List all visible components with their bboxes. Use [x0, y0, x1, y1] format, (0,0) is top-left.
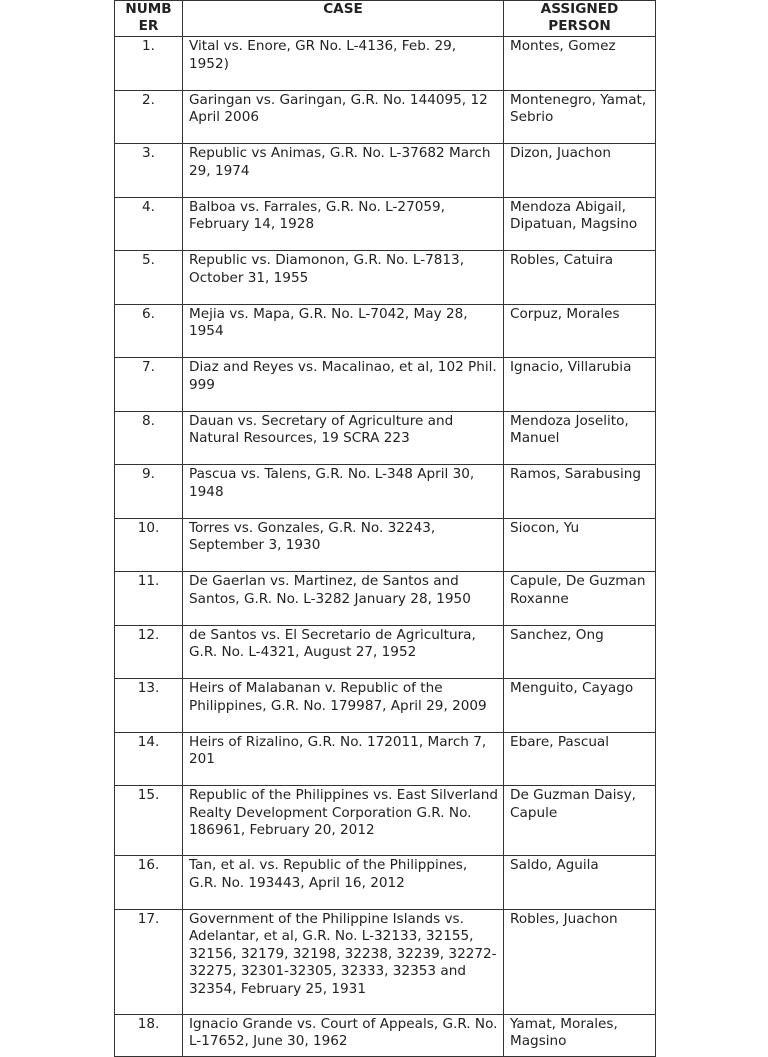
- row-number: 16.: [115, 856, 183, 910]
- table-body: [115, 37, 656, 1057]
- table-row: [115, 1014, 656, 1056]
- table-row: [115, 732, 656, 786]
- table-row: [115, 251, 656, 305]
- row-case: Tan, et al. vs. Republic of the Philippines, G.R. No. 193443, April 16, 2012: [183, 856, 504, 910]
- table-row: [115, 518, 656, 572]
- table-row: [115, 856, 656, 910]
- header-assigned-person: ASSIGNED PERSON: [504, 1, 656, 37]
- table-row: [115, 679, 656, 733]
- row-number: 14.: [115, 732, 183, 786]
- row-number: 2.: [115, 90, 183, 144]
- table-row: [115, 144, 656, 198]
- row-assigned-person: Menguito, Cayago: [504, 679, 656, 733]
- row-case: Republic of the Philippines vs. East Silverland Realty Development Corporation G.R. No. 186961, February 20, 2012: [183, 786, 504, 856]
- table-row: [115, 90, 656, 144]
- row-assigned-person: Dizon, Juachon: [504, 144, 656, 198]
- row-number: 6.: [115, 304, 183, 358]
- row-number: 18.: [115, 1014, 183, 1056]
- row-case: Heirs of Malabanan v. Republic of the Philippines, G.R. No. 179987, April 29, 2009: [183, 679, 504, 733]
- row-case: Diaz and Reyes vs. Macalinao, et al, 102 Phil. 999: [183, 358, 504, 412]
- row-assigned-person: Montes, Gomez: [504, 37, 656, 91]
- row-assigned-person: Ignacio, Villarubia: [504, 358, 656, 412]
- row-case: Dauan vs. Secretary of Agriculture and Natural Resources, 19 SCRA 223: [183, 411, 504, 465]
- row-case: Mejia vs. Mapa, G.R. No. L-7042, May 28, 1954: [183, 304, 504, 358]
- header-case: CASE: [183, 1, 504, 37]
- header-row: [115, 1, 656, 37]
- row-number: 13.: [115, 679, 183, 733]
- row-assigned-person: Robles, Catuira: [504, 251, 656, 305]
- row-case: Torres vs. Gonzales, G.R. No. 32243, September 3, 1930: [183, 518, 504, 572]
- row-case: Ignacio Grande vs. Court of Appeals, G.R. No. L-17652, June 30, 1962: [183, 1014, 504, 1056]
- row-assigned-person: Mendoza Abigail, Dipatuan, Magsino: [504, 197, 656, 251]
- table-row: [115, 304, 656, 358]
- row-case: Balboa vs. Farrales, G.R. No. L-27059, February 14, 1928: [183, 197, 504, 251]
- row-number: 17.: [115, 909, 183, 1014]
- row-number: 9.: [115, 465, 183, 519]
- row-assigned-person: Ramos, Sarabusing: [504, 465, 656, 519]
- row-case: Heirs of Rizalino, G.R. No. 172011, March 7, 201: [183, 732, 504, 786]
- table-row: [115, 786, 656, 856]
- row-number: 4.: [115, 197, 183, 251]
- row-number: 5.: [115, 251, 183, 305]
- table-row: [115, 465, 656, 519]
- table-row: [115, 909, 656, 1014]
- row-number: 3.: [115, 144, 183, 198]
- row-assigned-person: Montenegro, Yamat, Sebrio: [504, 90, 656, 144]
- row-assigned-person: De Guzman Daisy, Capule: [504, 786, 656, 856]
- row-assigned-person: Siocon, Yu: [504, 518, 656, 572]
- row-number: 11.: [115, 572, 183, 626]
- table-row: [115, 37, 656, 91]
- row-assigned-person: Saldo, Aguila: [504, 856, 656, 910]
- table-row: [115, 197, 656, 251]
- table-row: [115, 411, 656, 465]
- table-row: [115, 572, 656, 626]
- row-assigned-person: Corpuz, Morales: [504, 304, 656, 358]
- row-number: 8.: [115, 411, 183, 465]
- row-assigned-person: Yamat, Morales, Magsino: [504, 1014, 656, 1056]
- row-number: 7.: [115, 358, 183, 412]
- row-case: de Santos vs. El Secretario de Agricultura, G.R. No. L-4321, August 27, 1952: [183, 625, 504, 679]
- row-number: 10.: [115, 518, 183, 572]
- table-header: [115, 1, 656, 37]
- row-assigned-person: Sanchez, Ong: [504, 625, 656, 679]
- row-number: 15.: [115, 786, 183, 856]
- row-case: Government of the Philippine Islands vs. Adelantar, et al, G.R. No. L-32133, 32155, 32156, 32179, 32198, 32238, 32239, 32272-32275, 32301-32305, 32333, 32353 and 32354, February 25, 1931: [183, 909, 504, 1014]
- row-case: Republic vs Animas, G.R. No. L-37682 March 29, 1974: [183, 144, 504, 198]
- row-case: De Gaerlan vs. Martinez, de Santos and Santos, G.R. No. L-3282 January 28, 1950: [183, 572, 504, 626]
- row-case: Vital vs. Enore, GR No. L-4136, Feb. 29, 1952): [183, 37, 504, 91]
- row-case: Garingan vs. Garingan, G.R. No. 144095, 12 April 2006: [183, 90, 504, 144]
- row-case: Republic vs. Diamonon, G.R. No. L-7813, October 31, 1955: [183, 251, 504, 305]
- case-assignment-table: [114, 0, 656, 1057]
- table-row: [115, 358, 656, 412]
- row-assigned-person: Capule, De Guzman Roxanne: [504, 572, 656, 626]
- header-number: NUMB ER: [115, 1, 183, 37]
- row-assigned-person: Robles, Juachon: [504, 909, 656, 1014]
- row-assigned-person: Mendoza Joselito, Manuel: [504, 411, 656, 465]
- row-number: 1.: [115, 37, 183, 91]
- row-assigned-person: Ebare, Pascual: [504, 732, 656, 786]
- table-row: [115, 625, 656, 679]
- row-case: Pascua vs. Talens, G.R. No. L-348 April 30, 1948: [183, 465, 504, 519]
- row-number: 12.: [115, 625, 183, 679]
